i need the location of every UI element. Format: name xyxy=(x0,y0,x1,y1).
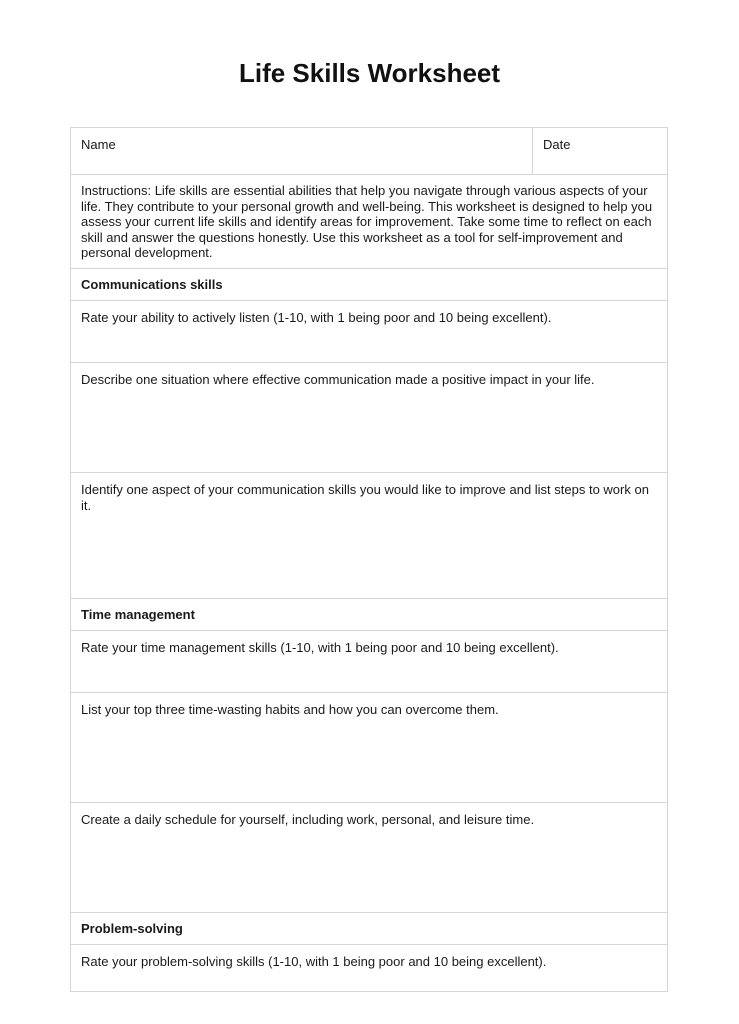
question-communication-improve[interactable]: Identify one aspect of your communication skills you would like to improve and list steps to work on it. xyxy=(71,472,667,598)
worksheet-table xyxy=(70,127,668,992)
page-title: Life Skills Worksheet xyxy=(238,58,501,88)
question-listening-rating[interactable]: Rate your ability to actively listen (1-10, with 1 being poor and 10 being excellent). xyxy=(71,300,667,362)
question-problem-solving-rating[interactable]: Rate your problem-solving skills (1-10, with 1 being poor and 10 being excellent). xyxy=(71,944,667,991)
question-communication-situation[interactable]: Describe one situation where effective communication made a positive impact in your life. xyxy=(71,362,667,472)
section-heading-time-management: Time management xyxy=(71,598,667,630)
header-row xyxy=(71,128,667,174)
date-label: Date xyxy=(543,137,571,152)
name-label: Name xyxy=(81,137,116,152)
section-heading-problem-solving: Problem-solving xyxy=(71,912,667,944)
instructions-text: Instructions: Life skills are essential abilities that help you navigate through various aspects of your life. They contribute to your personal growth and well-being. This worksheet is designed to help you assess your current life skills and identify areas for improvement. Take some time to reflect on each skill and answer the questions honestly. Use this worksheet as a tool for self-improvement and personal development. xyxy=(71,174,667,268)
name-field[interactable] xyxy=(71,128,533,174)
question-time-rating[interactable]: Rate your time management skills (1-10, with 1 being poor and 10 being excellent). xyxy=(71,630,667,692)
date-field[interactable] xyxy=(533,128,667,174)
section-heading-communication: Communications skills xyxy=(71,268,667,300)
question-time-wasting-habits[interactable]: List your top three time-wasting habits and how you can overcome them. xyxy=(71,692,667,802)
question-daily-schedule[interactable]: Create a daily schedule for yourself, including work, personal, and leisure time. xyxy=(71,802,667,912)
